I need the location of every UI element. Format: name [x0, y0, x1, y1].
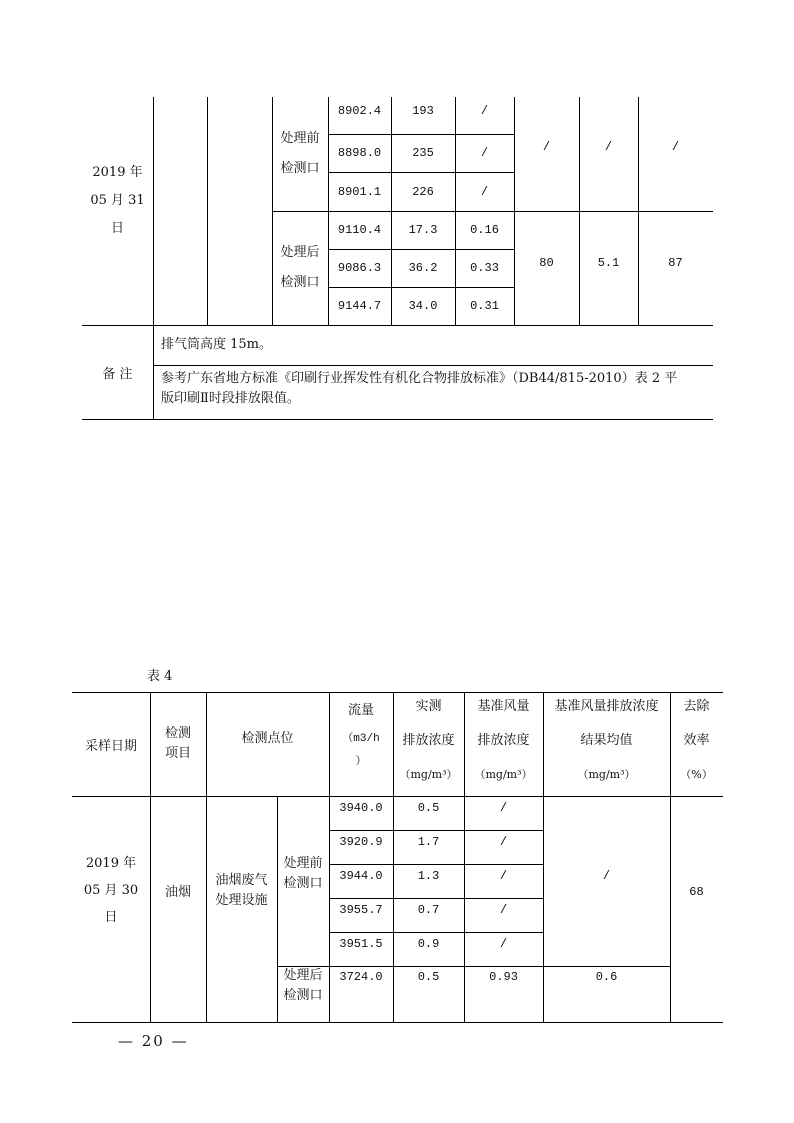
avg-conc-cell: 0.6	[595, 970, 618, 984]
header-line: 流量	[347, 703, 374, 718]
flow-cell: 3951.5	[339, 937, 383, 951]
after-treatment-label	[272, 211, 328, 325]
header-line: 排放浓度	[477, 733, 530, 748]
before-avg-cell: /	[602, 869, 611, 883]
header-line: 基准风量	[477, 699, 530, 714]
conc-cell: 36.2	[408, 261, 438, 275]
header-line: 结果均值	[580, 733, 633, 748]
facility-line: 处理设施	[215, 892, 268, 908]
flow-cell: 8898.0	[337, 146, 382, 160]
label-line: 检测口	[280, 275, 320, 290]
conc-cell: 1.7	[417, 835, 440, 849]
header-conc	[393, 690, 464, 792]
base-conc-cell: 0.33	[470, 261, 499, 275]
label-line: 处理后	[280, 245, 320, 260]
header-point: 检测点位	[241, 730, 294, 746]
header-line: 去除	[683, 699, 710, 714]
header-date: 采样日期	[84, 738, 137, 754]
row-line	[72, 1022, 723, 1023]
conc-cell: 235	[412, 146, 434, 160]
remarks-label: 备 注	[102, 366, 133, 382]
conc-cell: 34.0	[408, 299, 438, 313]
row-line	[82, 325, 713, 326]
row-line	[82, 419, 713, 420]
base-conc-cell: /	[499, 801, 508, 815]
table-caption: 表 4	[147, 669, 173, 684]
header-flow	[329, 697, 393, 769]
header-unit: （mg/m³）	[399, 768, 458, 781]
header-line: 效率	[683, 733, 710, 748]
after-treatment-label	[277, 966, 329, 1006]
before-treatment-label	[272, 97, 328, 211]
base-conc-cell: /	[499, 903, 508, 917]
page-number: — 20 —	[118, 1032, 189, 1050]
header-item	[150, 692, 206, 796]
flow-cell: 3955.7	[339, 903, 383, 917]
flow-cell: 3724.0	[339, 970, 383, 984]
efficiency-cell: 68	[689, 885, 704, 899]
merged-before-cell: /	[542, 140, 551, 154]
base-conc-cell: 0.31	[470, 299, 499, 313]
before-treatment-label	[277, 796, 329, 952]
date-line: 05 月 30	[83, 882, 139, 898]
header-line: 排放浓度	[402, 733, 455, 748]
header-unit: （%）	[680, 768, 713, 781]
label-line: 处理前	[280, 131, 320, 146]
facility-line: 油烟废气	[215, 872, 268, 888]
flow-cell: 9110.4	[337, 223, 382, 237]
col-line	[153, 97, 154, 419]
conc-cell: 226	[412, 184, 434, 199]
label-line: 处理后	[283, 968, 323, 983]
date-line: 2019 年	[85, 855, 137, 871]
remark-line: 版印刷Ⅱ时段排放限值。	[161, 391, 300, 406]
header-line: 项目	[164, 746, 191, 761]
base-conc-cell: /	[480, 146, 489, 160]
header-unit: （mg/m³）	[474, 768, 533, 781]
facility-name	[206, 796, 277, 985]
test-item: 油烟	[164, 885, 191, 900]
flow-cell: 9144.7	[337, 299, 382, 313]
sampling-date	[82, 165, 153, 236]
header-avg-conc	[543, 690, 670, 792]
col-line	[207, 97, 208, 325]
header-efficiency	[670, 690, 723, 792]
remark-line: 参考广东省地方标准《印刷行业挥发性有机化合物排放标准》（DB44/815-2010）表 2 平	[161, 371, 678, 386]
merged-before-cell: /	[671, 140, 680, 154]
flow-cell: 9086.3	[337, 261, 382, 275]
header-line: （m3/h	[342, 733, 380, 745]
label-line: 检测口	[283, 988, 323, 1003]
label-line: 处理前	[283, 856, 323, 871]
date-line: 2019 年	[92, 165, 143, 180]
header-line: ）	[355, 754, 367, 767]
merged-after-cell: 87	[668, 256, 683, 270]
date-line: 日	[104, 909, 118, 925]
label-line: 检测口	[283, 876, 323, 891]
merged-after-cell: 5.1	[597, 256, 620, 270]
conc-cell: 193	[412, 103, 434, 118]
conc-cell: 1.3	[417, 869, 440, 883]
remark-text	[161, 369, 677, 409]
flow-cell: 3944.0	[339, 869, 383, 883]
row-line	[153, 365, 713, 366]
conc-cell: 0.9	[417, 937, 440, 951]
sampling-date	[72, 848, 150, 932]
conc-cell: 0.5	[417, 970, 440, 984]
base-conc-cell: 0.16	[470, 223, 499, 237]
header-base-conc	[464, 690, 543, 792]
remark-text: 排气筒高度 15m。	[161, 337, 273, 352]
header-line: 检测	[164, 726, 191, 741]
merged-before-cell: /	[604, 140, 613, 154]
base-conc-cell: /	[480, 184, 489, 199]
label-line: 检测口	[280, 161, 320, 176]
base-conc-cell: /	[499, 937, 508, 951]
header-line: 基准风量排放浓度	[554, 699, 659, 714]
conc-cell: 0.7	[417, 903, 440, 917]
flow-cell: 8901.1	[337, 184, 382, 199]
base-conc-cell: /	[480, 103, 489, 118]
flow-cell: 8902.4	[337, 103, 382, 118]
header-unit: （mg/m³）	[577, 768, 636, 781]
base-conc-cell: /	[499, 835, 508, 849]
header-line: 实测	[415, 699, 442, 714]
base-conc-cell: 0.93	[489, 970, 518, 984]
merged-after-cell: 80	[539, 256, 554, 270]
base-conc-cell: /	[499, 869, 508, 883]
flow-cell: 3920.9	[339, 835, 383, 849]
date-line: 05 月 31 日	[90, 193, 145, 236]
conc-cell: 17.3	[408, 223, 438, 237]
flow-cell: 3940.0	[339, 801, 383, 815]
conc-cell: 0.5	[417, 801, 440, 815]
